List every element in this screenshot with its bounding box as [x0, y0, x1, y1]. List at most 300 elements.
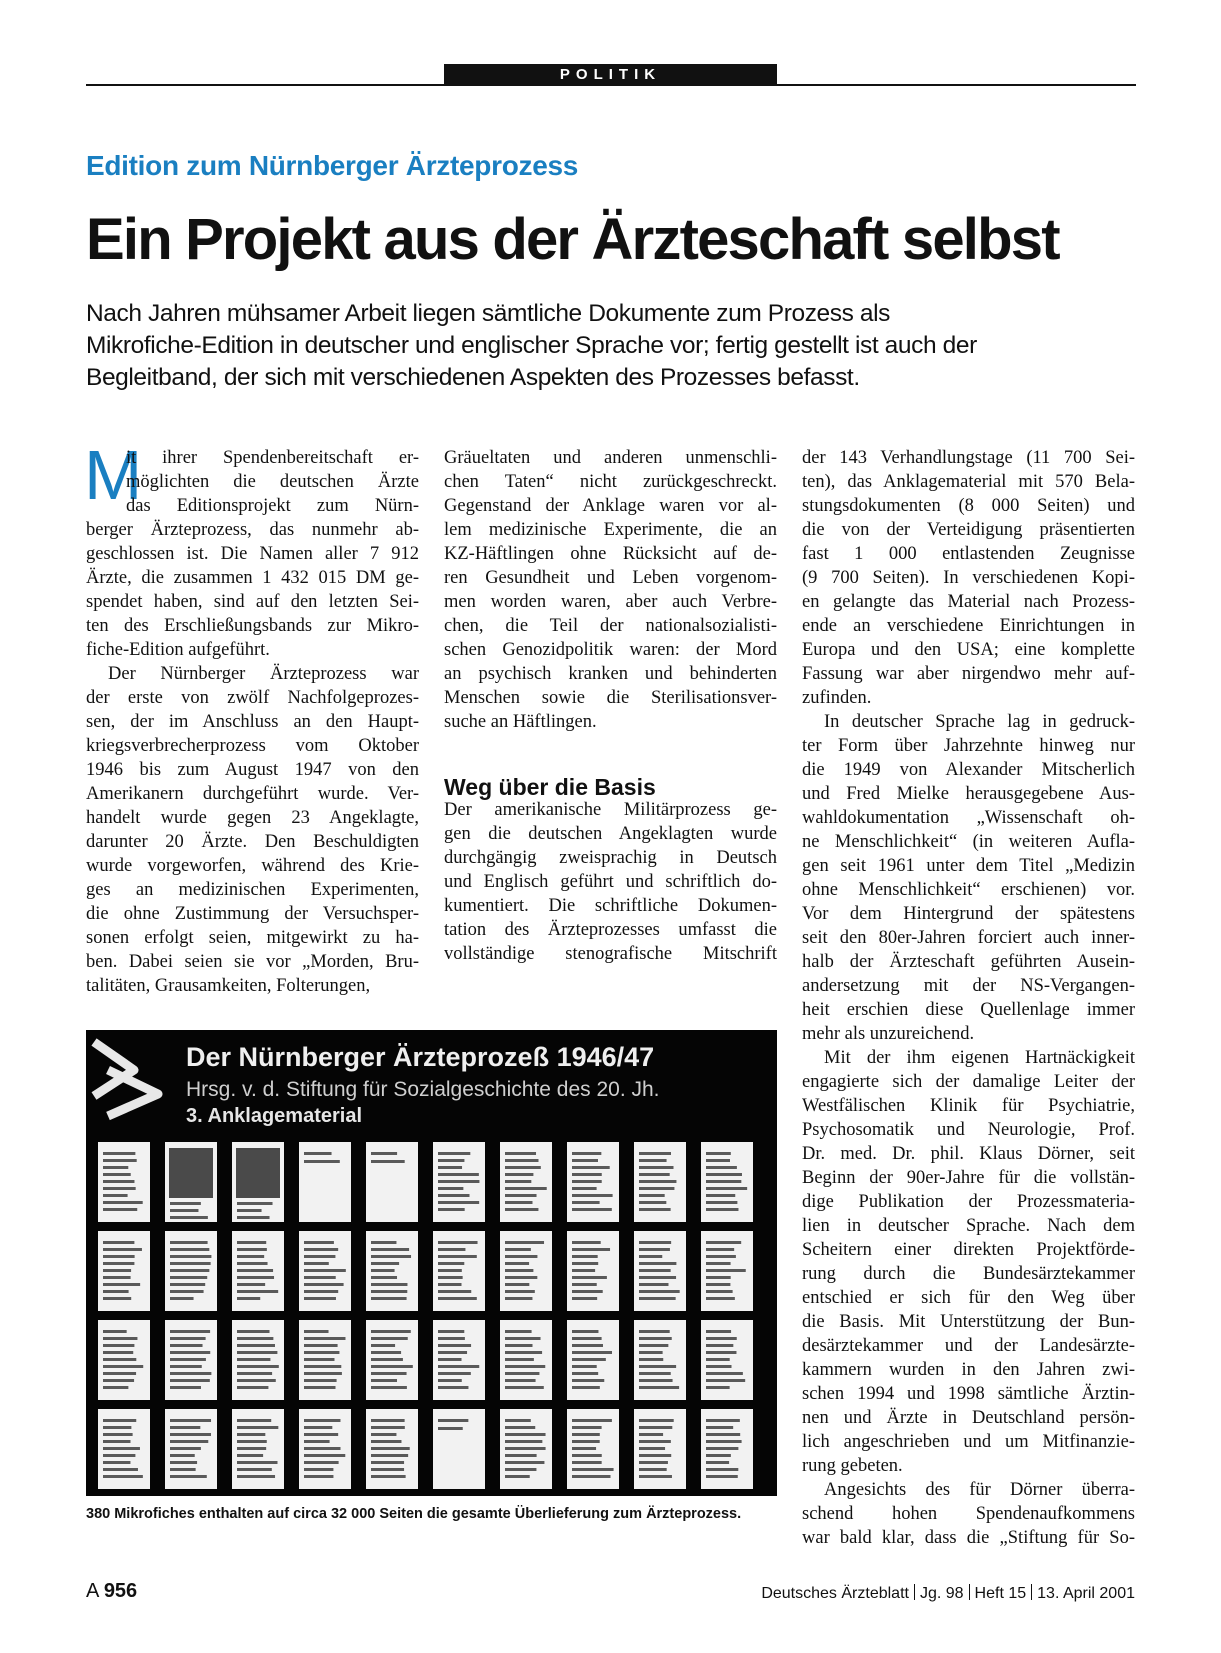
text-line: seit den 80er-Jahren forciert auch inner-: [802, 928, 1135, 948]
page-text-line: [170, 1447, 201, 1450]
text-line: schend hohen Spendenaufkommens: [802, 1504, 1135, 1524]
page-text-line: [170, 1283, 205, 1286]
page-text-line: [438, 1419, 468, 1422]
page-text-line: [103, 1344, 134, 1347]
page-text-line: [572, 1276, 607, 1279]
page-text-line: [505, 1201, 532, 1204]
page-text-line: [572, 1208, 612, 1211]
page-text-line: [103, 1152, 135, 1155]
page-text-line: [572, 1440, 600, 1443]
page-text-line: [304, 1372, 342, 1375]
page-text-line: [371, 1440, 401, 1443]
page-text-line: [706, 1166, 737, 1169]
page-text-line: [170, 1269, 209, 1272]
page-text-line: [438, 1159, 464, 1162]
page-text-line: [572, 1262, 598, 1265]
page-text-line: [505, 1166, 541, 1169]
page-text-line: [170, 1248, 209, 1251]
page-text-line: [438, 1255, 477, 1258]
page-text-line: [170, 1433, 211, 1436]
page-text-line: [304, 1454, 345, 1457]
text-line: ende an verschiedene Einrichtungen in: [802, 616, 1135, 636]
page-text-line: [438, 1297, 477, 1300]
page-text-line: [170, 1461, 197, 1464]
page-text-line: [438, 1379, 462, 1382]
page-text-line: [572, 1166, 610, 1169]
text-line: heit erschien diese Quellenlage immer: [802, 1000, 1135, 1020]
page-text-line: [706, 1276, 731, 1279]
page-text-line: [572, 1248, 610, 1251]
page-text-line: [103, 1201, 143, 1204]
page-text-line: [505, 1194, 537, 1197]
text-line: ges an medizinischen Experimenten,: [86, 880, 419, 900]
page-text-line: [304, 1468, 333, 1471]
page-text-line: [170, 1276, 207, 1279]
journal-name: Deutsches Ärzteblatt: [761, 1585, 909, 1602]
text-line: suche an Häftlingen.: [444, 712, 597, 732]
text-line: men worden waren, aber auch Verbre-: [444, 592, 777, 612]
subheading: Weg über die Basis: [444, 774, 656, 800]
page-text-line: [706, 1386, 730, 1389]
page-text-line: [572, 1283, 597, 1286]
page-text-line: [103, 1283, 140, 1286]
text-line: schen Genozidpolitik waren: der Mord: [444, 640, 777, 660]
page-text-line: [304, 1365, 341, 1368]
text-line: nen und Ärzte in Deutschland persön-: [802, 1408, 1135, 1428]
page-text-line: [505, 1180, 531, 1183]
page-text-line: [170, 1262, 211, 1265]
text-column-3: [802, 446, 1135, 1550]
page-text-line: [639, 1358, 663, 1361]
page-text-line: [371, 1358, 403, 1361]
text-line: der 143 Verhandlungstage (11 700 Sei-: [802, 448, 1135, 468]
text-line: die Basis. Mit Unterstützung der Bun-: [802, 1312, 1135, 1332]
page-text-line: [505, 1337, 541, 1340]
text-line: it ihrer Spendenbereitschaft er-: [126, 448, 419, 468]
page-text-line: [237, 1269, 273, 1272]
text-line: Menschen sowie die Sterilisationsver-: [444, 688, 777, 708]
page-text-line: [639, 1468, 667, 1471]
page-text-line: [505, 1283, 529, 1286]
text-line: möglichten die deutschen Ärzte: [126, 472, 419, 492]
page-text-line: [572, 1152, 601, 1155]
page-text-line: [706, 1379, 745, 1382]
page-text-line: [639, 1255, 662, 1258]
page-text-line: [237, 1358, 270, 1361]
text-line: ter Form über Jahrzehnte hinweg nur: [802, 736, 1135, 756]
page-text-line: [170, 1351, 210, 1354]
page-text-line: [304, 1475, 333, 1478]
page-text-line: [237, 1337, 273, 1340]
page-text-line: [438, 1173, 479, 1176]
page-text-line: [170, 1330, 210, 1333]
page-text-line: [237, 1202, 273, 1205]
text-line: stungsdokumenten (8 000 Seiten) und: [802, 496, 1135, 516]
text-line: Der amerikanische Militärprozess ge-: [444, 800, 777, 820]
page-text-line: [103, 1173, 131, 1176]
page-text-line: [103, 1269, 131, 1272]
page-text-line: [371, 1269, 395, 1272]
page-text-line: [505, 1173, 533, 1176]
page-text-line: [371, 1152, 397, 1155]
text-line: sonen erfolgt seien, mitgewirkt zu ha-: [86, 928, 419, 948]
page-text-line: [103, 1351, 133, 1354]
text-column-1: [86, 446, 419, 998]
page-text-line: [572, 1372, 598, 1375]
text-line: die von der Verteidigung präsentierten: [802, 520, 1135, 540]
text-line: gen seit 1961 unter dem Titel „Medizin: [802, 856, 1135, 876]
page-text-line: [304, 1152, 332, 1155]
text-line: kumentiert. Die schriftliche Dokumen-: [444, 896, 777, 916]
text-line: Fassung war aber nirgendwo mehr auf-: [802, 664, 1135, 684]
page-text-line: [170, 1290, 204, 1293]
page-text-line: [706, 1241, 741, 1244]
page-text-line: [304, 1241, 334, 1244]
page-text-line: [371, 1454, 408, 1457]
text-line: mehr als unzureichend.: [802, 1024, 975, 1044]
page-text-line: [237, 1379, 276, 1382]
text-line: talitäten, Grausamkeiten, Folterungen,: [86, 976, 371, 996]
page-text-line: [505, 1475, 530, 1478]
page-text-line: [103, 1166, 128, 1169]
page-text-line: [438, 1187, 463, 1190]
page-text-line: [505, 1440, 542, 1443]
page-text-line: [639, 1187, 674, 1190]
page-text-line: [103, 1276, 131, 1279]
page-text-line: [572, 1194, 613, 1197]
page-text-line: [237, 1290, 278, 1293]
page-text-line: [170, 1255, 211, 1258]
text-line: war bald klar, dass die „Stiftung für So-: [802, 1528, 1135, 1548]
page-text-line: [103, 1262, 134, 1265]
page-text-line: [237, 1209, 262, 1212]
page-text-line: [371, 1255, 411, 1258]
text-line: rung durch die Bundesärztekammer: [802, 1264, 1135, 1284]
text-line: gen die deutschen Angeklagten wurde: [444, 824, 777, 844]
page-text-line: [237, 1419, 271, 1422]
page-text-line: [304, 1276, 336, 1279]
page-text-line: [304, 1379, 337, 1382]
text-line: ohne Menschlichkeit“ erschienen) vor.: [802, 880, 1135, 900]
page-text-line: [237, 1351, 277, 1354]
page-text-line: [572, 1468, 614, 1471]
text-line: schen 1994 und 1998 sämtliche Ärztin-: [802, 1384, 1135, 1404]
page-text-line: [304, 1269, 346, 1272]
page-text-line: [304, 1419, 340, 1422]
page-text-line: [237, 1454, 263, 1457]
page-text-line: [706, 1440, 742, 1443]
page-text-line: [505, 1351, 542, 1354]
page-text-line: [371, 1386, 407, 1389]
page-text-line: [706, 1180, 741, 1183]
text-line: Amerikanern durchgeführt wurde. Ver-: [86, 784, 419, 804]
lead-line: Mikrofiche-Edition in deutscher und englischer Sprache vor; fertig gestellt ist auch der: [86, 332, 977, 359]
text-line: und Englisch geführt und schriftlich do-: [444, 872, 777, 892]
page-text-line: [304, 1461, 339, 1464]
page-text-line: [438, 1208, 465, 1211]
text-line: der erste von zwölf Nachfolgeprozes-: [86, 688, 419, 708]
page-text-line: [371, 1365, 413, 1368]
page-text-line: [639, 1262, 676, 1265]
page-text-line: [371, 1351, 401, 1354]
page-text-line: [170, 1468, 196, 1471]
page-text-line: [103, 1337, 137, 1340]
page-text-line: [639, 1440, 671, 1443]
page-text-line: [237, 1468, 272, 1471]
text-line: entschied er sich für den Weg über: [802, 1288, 1135, 1308]
page-text-line: [505, 1419, 531, 1422]
microfiche-image: [86, 1030, 777, 1496]
page-text-line: [639, 1337, 672, 1340]
page-text-line: [572, 1447, 596, 1450]
page-text-line: [505, 1187, 547, 1190]
section-label: POLITIK: [444, 64, 777, 86]
footer-credits: [761, 1584, 1135, 1603]
page-text-line: [505, 1262, 529, 1265]
figure-volume-line: 3. Anklagematerial: [186, 1105, 363, 1127]
page-text-line: [505, 1358, 534, 1361]
page-text-line: [304, 1297, 336, 1300]
page-text-line: [639, 1365, 676, 1368]
footer-separator: [1031, 1584, 1032, 1600]
page-text-line: [103, 1454, 135, 1457]
page-text-line: [706, 1351, 736, 1354]
page-text-line: [170, 1454, 195, 1457]
page-text-line: [639, 1201, 666, 1204]
page-text-line: [505, 1152, 536, 1155]
page-text-line: [237, 1241, 266, 1244]
page-text-line: [371, 1241, 396, 1244]
page-text-line: [371, 1248, 409, 1251]
text-line: Der Nürnberger Ärzteprozess war: [108, 664, 419, 684]
page-text-line: [170, 1337, 206, 1340]
page-text-line: [639, 1159, 667, 1162]
page-text-line: [639, 1379, 673, 1382]
page-text-line: [572, 1433, 600, 1436]
page-text-line: [706, 1337, 737, 1340]
text-line: In deutscher Sprache lag in gedruck-: [824, 712, 1135, 732]
page-text-line: [706, 1248, 734, 1251]
page-text-line: [438, 1201, 479, 1204]
text-line: Ärzte, die zusammen 1 432 015 DM ge-: [86, 568, 419, 588]
page-text-line: [304, 1290, 338, 1293]
page-text-line: [170, 1426, 200, 1429]
page-text-line: [505, 1372, 539, 1375]
page-text-line: [304, 1426, 332, 1429]
text-block: [444, 798, 777, 966]
page-text-line: [572, 1290, 603, 1293]
page-text-line: [505, 1433, 546, 1436]
lead-paragraph: [86, 298, 1146, 394]
page-text-line: [706, 1173, 742, 1176]
text-line: die ohne Zustimmung der Versuchsper-: [86, 904, 419, 924]
page-text-line: [438, 1351, 467, 1354]
page-text-line: [639, 1276, 676, 1279]
page-text-line: [170, 1297, 194, 1300]
lead-line: Nach Jahren mühsamer Arbeit liegen sämtliche Dokumente zum Prozess als: [86, 300, 891, 327]
page-text-line: [237, 1283, 265, 1286]
text-line: durchgängig zweisprachig in Deutsch: [444, 848, 777, 868]
text-line: das Editionsprojekt zum Nürn-: [126, 496, 419, 516]
text-line: Scheitern einer direkten Projektförde-: [802, 1240, 1135, 1260]
page-text-line: [505, 1379, 536, 1382]
text-line: ten), das Anklagematerial mit 570 Bela-: [802, 472, 1135, 492]
page-text-line: [103, 1365, 143, 1368]
text-line: en gelangte das Material nach Prozess-: [802, 592, 1135, 612]
page-text-line: [304, 1248, 338, 1251]
page-text-line: [706, 1433, 740, 1436]
journal-date: 13. April 2001: [1037, 1585, 1135, 1602]
page-text-line: [706, 1194, 735, 1197]
page-text-line: [237, 1447, 266, 1450]
page-text-line: [103, 1372, 136, 1375]
page-text-line: [505, 1344, 533, 1347]
page-text-line: [237, 1330, 270, 1333]
headline: Ein Projekt aus der Ärzteschaft selbst: [86, 207, 1059, 272]
page-text-line: [304, 1255, 335, 1258]
page-text-line: [170, 1379, 210, 1382]
page-text-line: [706, 1468, 738, 1471]
text-line: chen, die Teil der nationalsozialisti-: [444, 616, 777, 636]
page-text-line: [572, 1386, 600, 1389]
text-line: chen Taten“ nicht zurückgeschreckt.: [444, 472, 777, 492]
page-text-line: [170, 1475, 207, 1478]
page-text-line: [706, 1201, 737, 1204]
page-text-line: [706, 1159, 730, 1162]
page-text-line: [438, 1344, 471, 1347]
page-text-line: [103, 1475, 143, 1478]
page-text-line: [706, 1461, 729, 1464]
text-line: halb der Ärzteschaft geführten Ausein-: [802, 952, 1135, 972]
page-text-line: [438, 1180, 479, 1183]
page-text-line: [706, 1297, 735, 1300]
text-line: spendet haben, sind auf den letzten Sei-: [86, 592, 419, 612]
page-text-line: [505, 1386, 544, 1389]
text-line: geschlossen ist. Die Namen aller 7 912: [86, 544, 419, 564]
page-text-line: [371, 1290, 407, 1293]
text-line: (9 700 Seiten). In verschiedenen Kopi-: [802, 568, 1135, 588]
page-text-line: [639, 1283, 668, 1286]
text-line: Psychosomatik und Neurologie, Prof.: [802, 1120, 1135, 1140]
page-text-line: [572, 1297, 597, 1300]
page-text-line: [572, 1159, 598, 1162]
page-text-line: [103, 1440, 130, 1443]
page-text-line: [304, 1433, 338, 1436]
page-text-line: [572, 1255, 598, 1258]
page-text-line: [103, 1255, 135, 1258]
text-line: Europa und den USA; eine komplette: [802, 640, 1135, 660]
page-text-line: [371, 1419, 405, 1422]
page-text-line: [103, 1290, 129, 1293]
top-rule: [86, 84, 1136, 86]
page-text-line: [438, 1290, 471, 1293]
page-text-line: [103, 1208, 137, 1211]
page-text-line: [505, 1447, 546, 1450]
page-text-line: [237, 1475, 275, 1478]
page-text-line: [170, 1202, 201, 1205]
page-text-line: [706, 1290, 733, 1293]
page-text-line: [706, 1255, 736, 1258]
page-text-line: [237, 1255, 264, 1258]
page-text-line: [237, 1426, 278, 1429]
text-line: fiche-Edition aufgeführt.: [86, 640, 270, 660]
page-text-line: [371, 1379, 397, 1382]
page-text-line: [438, 1166, 462, 1169]
page-text-line: [438, 1276, 463, 1279]
page-text-line: [505, 1330, 532, 1333]
page-text-line: [706, 1187, 747, 1190]
page-text-line: [505, 1241, 544, 1244]
page-text-line: [505, 1290, 535, 1293]
page-text-line: [505, 1297, 532, 1300]
page-image-block: [169, 1148, 213, 1198]
page-text-line: [572, 1365, 597, 1368]
page-text-line: [371, 1344, 395, 1347]
text-line: kammern wurden in den Jahren zwi-: [802, 1360, 1135, 1380]
page-text-line: [572, 1454, 602, 1457]
page-text-line: [103, 1468, 138, 1471]
page-text-line: [706, 1365, 732, 1368]
page-text-line: [706, 1372, 743, 1375]
text-line: lem medizinische Experimente, die an: [444, 520, 777, 540]
text-line: Westfälischen Klinik für Psychiatrie,: [802, 1096, 1135, 1116]
page-text-line: [371, 1426, 405, 1429]
page-text-line: [103, 1386, 128, 1389]
text-line: ben. Dabei seien sie vor „Morden, Bru-: [86, 952, 419, 972]
page-text-line: [706, 1344, 733, 1347]
page-text-line: [237, 1276, 274, 1279]
figure-caption: 380 Mikrofiches enthalten auf circa 32 000 Seiten die gesamte Überlieferung zum Ärzteprozess.: [86, 1506, 742, 1522]
page-text-line: [170, 1216, 208, 1219]
text-line: sen, der im Anschluss an den Haupt-: [86, 712, 419, 732]
text-line: Gräueltaten und anderen unmenschli-: [444, 448, 777, 468]
page-text-line: [103, 1297, 131, 1300]
text-line: an psychisch kranken und behinderten: [444, 664, 777, 684]
page-text-line: [639, 1208, 671, 1211]
page-text-line: [505, 1365, 545, 1368]
page-text-line: [639, 1344, 668, 1347]
page-text-line: [170, 1372, 211, 1375]
page-text-line: [371, 1330, 411, 1333]
page-text-line: [639, 1475, 672, 1478]
page-image-block: [236, 1148, 280, 1198]
page-text-line: [237, 1297, 260, 1300]
journal-volume: Jg. 98: [919, 1585, 964, 1602]
page-text-line: [572, 1173, 602, 1176]
text-line: darunter 20 Ärzte. Den Beschuldigten: [86, 832, 419, 852]
page-text-line: [237, 1344, 275, 1347]
page-text-line: [572, 1461, 602, 1464]
page-text-line: [706, 1262, 731, 1265]
page-text-line: [639, 1426, 672, 1429]
footer-separator: [969, 1584, 970, 1600]
page-text-line: [639, 1433, 663, 1436]
page-text-line: [304, 1344, 338, 1347]
page-text-line: [505, 1159, 539, 1162]
page-text-line: [237, 1216, 270, 1219]
page-text-line: [170, 1386, 201, 1389]
page-text-line: [237, 1262, 268, 1265]
page-text-line: [237, 1248, 267, 1251]
page-text-line: [304, 1160, 340, 1163]
page-text-line: [304, 1262, 329, 1265]
page-text-line: [237, 1440, 267, 1443]
page-text-line: [706, 1283, 730, 1286]
page-text-line: [572, 1269, 595, 1272]
page-text-line: [237, 1386, 268, 1389]
page-text-line: [304, 1358, 334, 1361]
page-text-line: [304, 1447, 340, 1450]
